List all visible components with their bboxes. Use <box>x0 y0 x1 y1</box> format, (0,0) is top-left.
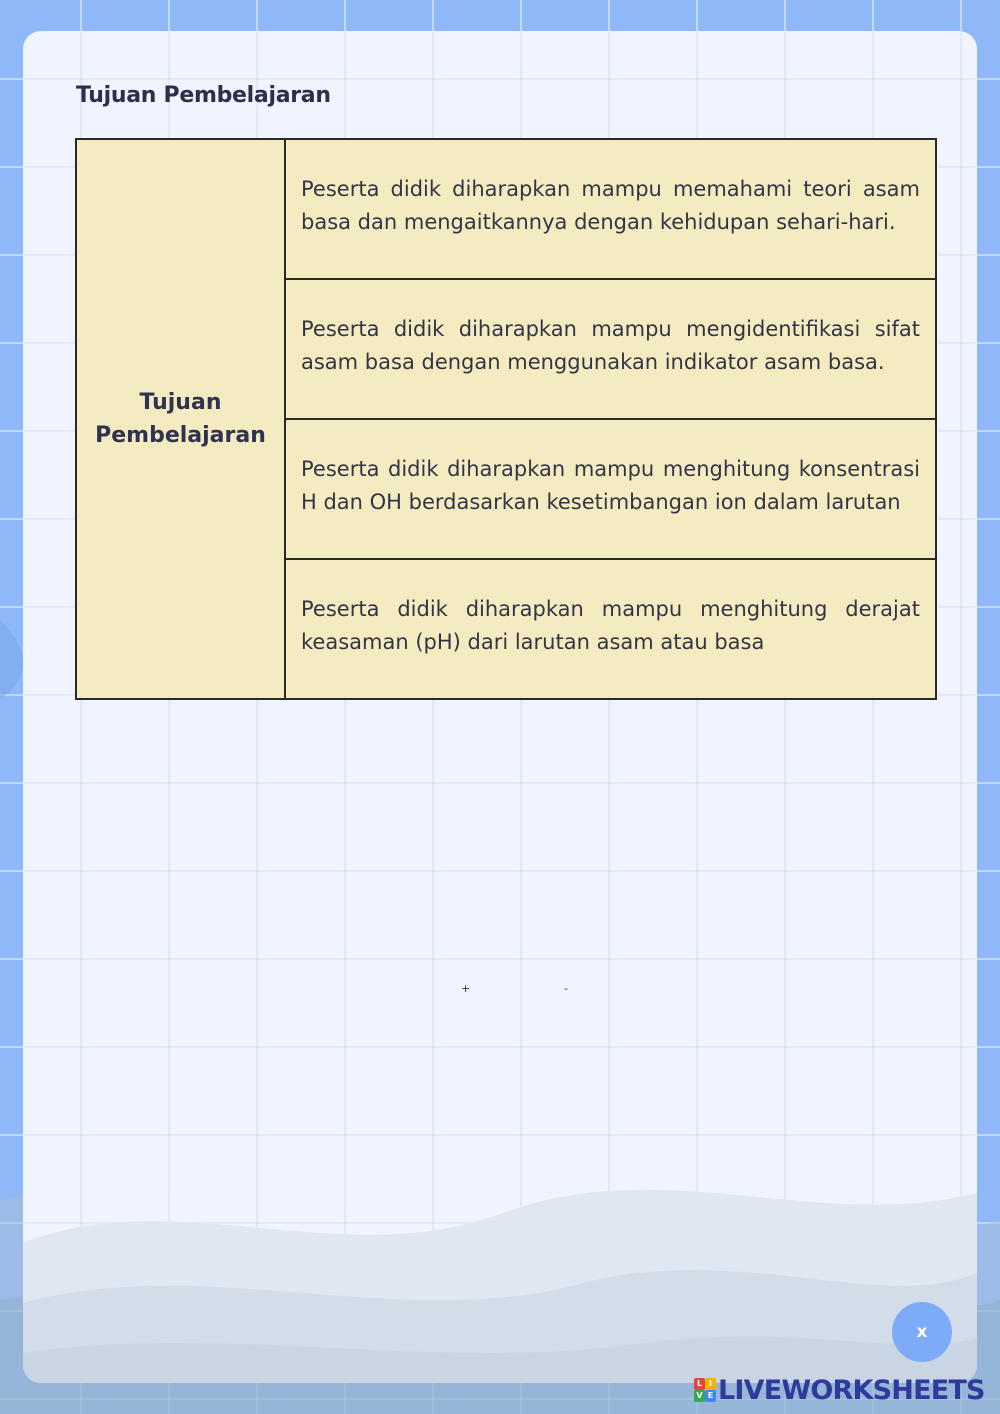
card-decorative-waves <box>23 1123 977 1383</box>
logo-letter-l: L <box>694 1378 705 1390</box>
objective-text-1: Peserta didik diharapkan mampu memahami teori asam basa dan mengaitkannya dengan kehidupan sehari-hari. <box>301 177 920 234</box>
objective-text-2: Peserta didik diharapkan mampu mengidentifikasi sifat asam basa dengan menggunakan indikator asam basa. <box>301 317 920 374</box>
objective-cell-4 <box>285 559 936 699</box>
header-line-2: Pembelajaran <box>95 423 266 448</box>
liveworksheets-logo-icon <box>694 1378 716 1402</box>
table-row <box>76 139 936 279</box>
objective-cell-2 <box>285 279 936 419</box>
logo-letter-v: V <box>694 1390 705 1402</box>
learning-objectives-table <box>75 138 937 700</box>
page-title: Tujuan Pembelajaran <box>76 83 331 108</box>
logo-letter-e: E <box>705 1390 716 1402</box>
logo-letter-i: I <box>705 1378 716 1390</box>
close-button[interactable]: x <box>892 1302 952 1362</box>
objective-text-4: Peserta didik diharapkan mampu menghitung derajat keasaman (pH) dari larutan asam atau basa <box>301 597 920 654</box>
superscript-plus-sign: + <box>461 982 471 995</box>
liveworksheets-brand[interactable] <box>694 1374 985 1406</box>
worksheet-card <box>23 31 977 1383</box>
superscript-minus-sign: - <box>564 982 568 995</box>
header-line-1: Tujuan <box>139 390 222 415</box>
objective-text-3: Peserta didik diharapkan mampu menghitung konsentrasi H dan OH berdasarkan kesetimbangan ion dalam larutan <box>301 457 920 514</box>
objective-cell-3 <box>285 419 936 559</box>
objective-cell-1 <box>285 139 936 279</box>
brand-name: LIVEWORKSHEETS <box>718 1374 985 1406</box>
table-header-cell <box>76 139 285 699</box>
